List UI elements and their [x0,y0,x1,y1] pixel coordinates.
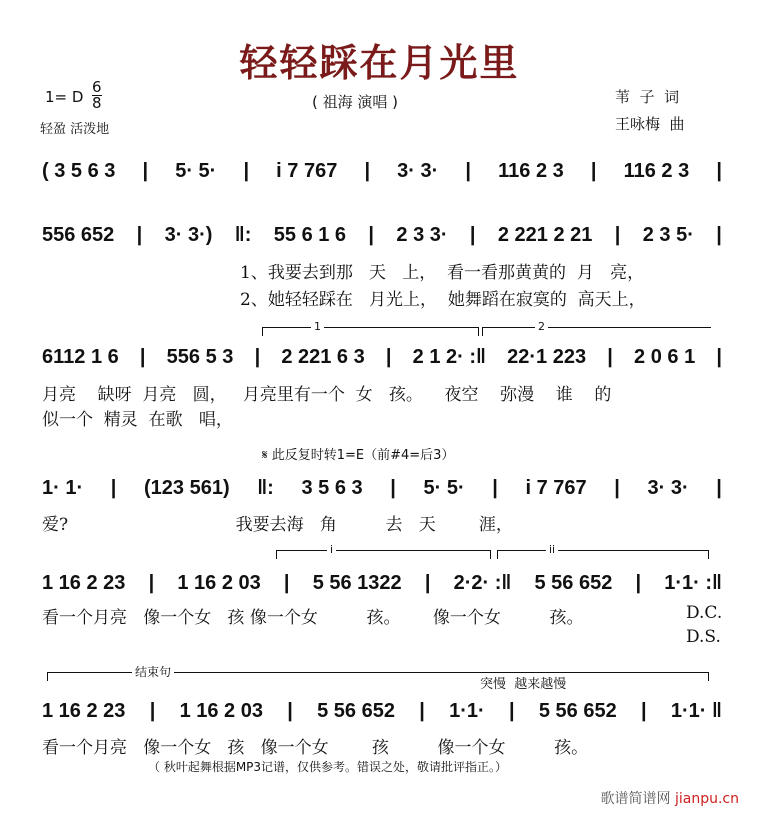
barline: | [364,160,371,182]
barline: | [716,346,722,368]
time-bottom: 8 [92,94,102,112]
barline: | [465,160,472,182]
lyrics-verse-2: 2、她轻轻踩在 月光上， 她舞蹈在寂寞的 高天上， [240,290,646,310]
notation-line-6 [42,700,722,723]
footnote: （ 秋叶起舞根据MP3记谱，仅供参考。错误之处，敬请批评指正。） [148,760,508,774]
singer: ( 祖海 演唱 ) [312,93,399,111]
notation-line-4 [42,477,722,500]
measure: 1 16 2 23 [42,572,126,594]
watermark-url: jianpu.cn [674,791,739,807]
barline: | [508,700,515,722]
barline: | [148,572,155,594]
lyrics-line-4: 爱? 我要去海 角 去 天 涯， [42,515,513,535]
measure: 2·2· :‖ [453,572,512,594]
barline: | [614,477,620,499]
volta-ii [497,543,709,559]
key-signature [45,88,83,106]
lyrics-line-5: 看一个月亮 像一个女 孩 像一个女 孩。 像一个女 孩。 [42,608,584,628]
key-label: 1= D [45,88,84,106]
measure: 5 56 652 [538,700,617,722]
barline: | [419,700,425,722]
barline: | [139,346,146,368]
song-title: 轻轻踩在月光里 [239,41,520,85]
ending-bracket [47,665,709,681]
time-signature [92,80,102,111]
measure: i 7 767 [525,477,587,499]
lyrics-line-3a: 月亮 缺呀 月亮 圆， 月亮里有一个 女 孩。 夜空 弥漫 谁 的 [42,385,612,405]
lyrics-verse-1: 1、我要去到那 天 上， 看一看那黄黄的 月 亮， [240,263,645,283]
barline: | [492,477,498,499]
volta-ii-label: ii [546,543,558,556]
lyricist: 苇 子 词 [615,88,680,106]
ending-label: 结束句 [132,663,174,680]
measure: 1·1· :‖ [664,572,722,594]
barline: | [254,346,261,368]
barline: | [590,160,597,182]
barline: | [716,224,722,246]
notation-line-5 [42,572,722,595]
measure: 6112 1 6 [42,346,119,368]
lyrics-line-6: 看一个月亮 像一个女 孩 像一个女 孩 像一个女 孩。 [42,738,589,758]
measure: 5 56 652 [534,572,613,594]
barline: | [469,224,476,246]
barline: | [287,700,293,722]
volta-2-label: 2 [535,320,548,333]
tempo-marking: 轻盈 活泼地 [40,122,110,137]
barline: | [716,477,722,499]
barline: ‖: [234,224,252,246]
measure: 2 1 2· :‖ [412,346,486,368]
composer: 王咏梅 曲 [615,115,685,133]
dc-mark: D.C. [686,603,723,623]
barline: | [142,160,149,182]
barline: ‖: [257,477,274,499]
volta-i [276,543,491,559]
measure: 2 221 6 3 [281,346,365,368]
measure: i 7 767 [276,160,338,182]
measure: 3 5 6 3 [301,477,363,499]
tempo-change: 突慢 越来越慢 [480,673,566,692]
measure: 2 221 2 21 [497,224,593,246]
barline: | [390,477,396,499]
segno-instruction: 𝄋 此反复时转1=E（前#4=后3） [262,448,455,463]
measure: 1·1· ‖ [670,700,722,722]
measure: 2 0 6 1 [634,346,696,368]
notation-line-2 [42,224,722,247]
barline: | [243,160,250,182]
barline: | [635,572,642,594]
barline: | [385,346,392,368]
measure: 5 56 1322 [312,572,402,594]
barline: | [716,160,722,182]
barline: | [424,572,431,594]
barline: | [283,572,290,594]
time-top: 6 [92,78,102,96]
measure: 556 652 [42,224,115,246]
volta-2 [482,320,711,336]
measure: 2 3 5· [642,224,694,246]
measure: 1·1· [449,700,485,722]
barline: | [110,477,117,499]
measure: 5 56 652 [317,700,395,722]
measure: 1 16 2 23 [42,700,126,722]
measure: 3· 3· [397,160,439,182]
barline: | [614,224,621,246]
barline: | [607,346,613,368]
measure: 3· 3·) [164,224,213,246]
measure: 22·1 223 [507,346,587,368]
barline: | [136,224,143,246]
watermark-cn: 歌谱简谱网 [600,791,671,807]
measure: 55 6 1 6 [273,224,347,246]
ds-mark: D.S. [686,627,721,647]
measure: 116 2 3 [623,160,690,182]
measure: 2 3 3· [396,224,448,246]
volta-i-label: i [327,543,336,556]
watermark [601,788,739,808]
measure: 1· 1· [42,477,84,499]
measure: 116 2 3 [498,160,564,182]
lyrics-line-3b: 似一个 精灵 在歌 唱， [42,410,233,430]
measure: 1 16 2 03 [177,572,261,594]
measure: 3· 3· [647,477,689,499]
notation-line-1 [42,160,722,183]
barline: | [149,700,156,722]
barline: | [640,700,647,722]
barline: | [368,224,375,246]
notation-line-3 [42,346,722,369]
measure: 5· 5· [423,477,465,499]
measure: 556 5 3 [166,346,234,368]
measure: 1 16 2 03 [179,700,263,722]
measure: ( 3 5 6 3 [42,160,116,182]
volta-1-label: 1 [311,320,324,333]
volta-1 [262,320,479,336]
measure: 5· 5· [175,160,217,182]
measure: (123 561) [143,477,230,499]
